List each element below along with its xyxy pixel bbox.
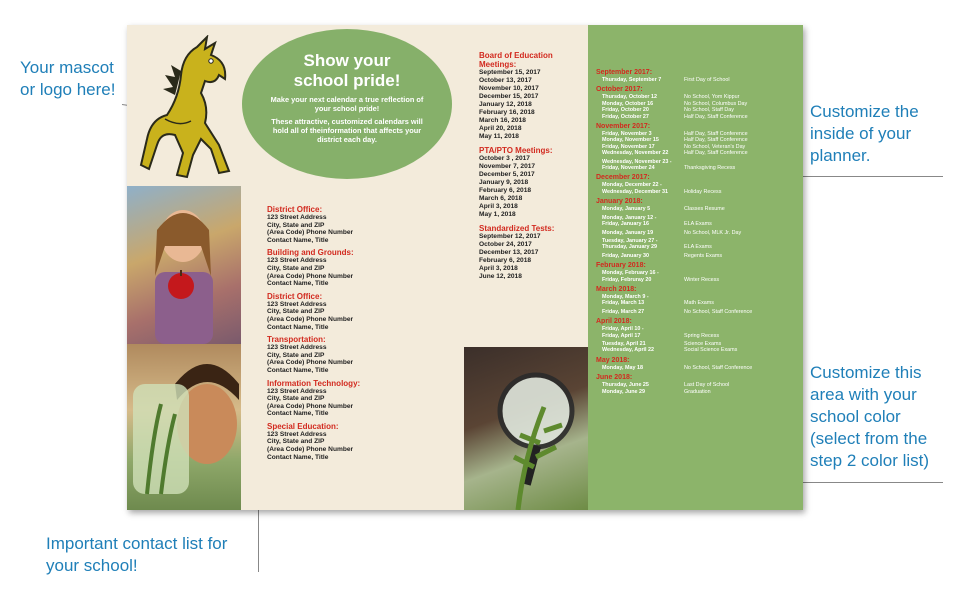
calendar-date: Friday, November 3 Monday, November 15 Friday, November 17 Wednesday, November 22 xyxy=(602,131,669,157)
contact-line: (Area Code) Phone Number xyxy=(267,402,354,410)
calendar-event: Spring Recess xyxy=(684,332,720,339)
calendar-event: No School, Staff Conference xyxy=(684,308,753,315)
meeting-block xyxy=(479,146,589,219)
meeting-date: December 13, 2017 xyxy=(479,249,539,256)
contact-block xyxy=(267,205,467,244)
contact-heading: Information Technology: xyxy=(267,378,361,388)
calendar-event: ELA Exams xyxy=(684,221,712,228)
contact-line: City, State and ZIP xyxy=(267,438,325,446)
calendar-row xyxy=(596,326,801,339)
pride-line-2: These attractive, customized calendars will hold all of theinformation that affects your district each day. xyxy=(271,117,423,144)
meeting-date: April 3, 2018 xyxy=(479,265,518,272)
contact-line: Contact Name, Title xyxy=(267,280,329,288)
meeting-date: June 12, 2018 xyxy=(479,273,522,280)
meeting-date: December 15, 2017 xyxy=(479,93,539,100)
calendar-event: First Day of School xyxy=(684,77,730,83)
meeting-dates xyxy=(479,51,589,286)
contacts-callout: Important contact list for your school! xyxy=(46,534,228,575)
calendar-event: Thanksgiving Recess xyxy=(684,165,736,172)
calendar-month-heading: June 2018: xyxy=(596,374,633,382)
calendar-month xyxy=(596,69,801,83)
calendar-row xyxy=(596,341,801,354)
meeting-date: October 24, 2017 xyxy=(479,241,532,248)
calendar-date: Monday, May 18 xyxy=(602,364,643,371)
calendar-event: Science Exams Social Science Exams xyxy=(684,340,738,354)
calendar-month xyxy=(596,174,801,195)
calendar-event: Winter Recess xyxy=(684,276,720,283)
meeting-date: October 13, 2017 xyxy=(479,77,532,84)
calendar-date: Tuesday, January 27 - Thursday, January 29 xyxy=(602,237,658,251)
color-callout-line xyxy=(781,482,943,483)
school-pride-oval xyxy=(242,29,452,179)
meeting-date: March 6, 2018 xyxy=(479,195,523,202)
contact-line: (Area Code) Phone Number xyxy=(267,446,354,454)
calendar-month xyxy=(596,374,801,395)
calendar-row xyxy=(596,94,801,120)
meeting-date: November 7, 2017 xyxy=(479,163,536,170)
planner-sheet xyxy=(127,25,803,510)
girl-with-apple-photo xyxy=(127,186,241,344)
meeting-heading: Board of Education Meetings: xyxy=(479,51,553,69)
calendar-date: Tuesday, April 21 Wednesday, April 22 xyxy=(602,340,655,354)
contact-line: City, State and ZIP xyxy=(267,221,325,229)
calendar-event: No School, Staff Conference xyxy=(684,364,753,371)
contact-line: (Area Code) Phone Number xyxy=(267,229,354,237)
calendar-date: Friday, March 27 xyxy=(602,308,645,315)
calendar-month xyxy=(596,86,801,120)
contact-line: Contact Name, Title xyxy=(267,366,329,374)
meeting-date: February 16, 2018 xyxy=(479,109,535,116)
child-with-magnifier-photo xyxy=(464,347,588,510)
calendar-row xyxy=(596,382,801,395)
contact-heading: Special Education: xyxy=(267,421,339,431)
calendar-month-heading: December 2017: xyxy=(596,174,650,182)
meeting-date: November 10, 2017 xyxy=(479,85,539,92)
calendar-row xyxy=(596,206,801,212)
meeting-date: September 12, 2017 xyxy=(479,233,541,240)
color-callout: Customize this area with your school color (select from the step 2 color list) xyxy=(810,363,930,470)
calendar-date: Friday, January 30 xyxy=(602,252,649,259)
meeting-date: January 12, 2018 xyxy=(479,101,532,108)
contact-line: Contact Name, Title xyxy=(267,453,329,461)
calendar-date: Monday, December 22 - Wednesday, December 31 xyxy=(602,182,669,195)
calendar-date: Wednesday, November 23 - Friday, November 24 xyxy=(602,158,672,172)
calendar-month-heading: September 2017: xyxy=(596,69,653,76)
meeting-date: April 20, 2018 xyxy=(479,125,522,132)
calendar-event: Classes Resume xyxy=(684,206,725,213)
calendar-month xyxy=(596,357,801,371)
calendar-event: Half Day, Staff Conference Half Day, Staff Conference No School, Veteran's Day Half Day, Staff Conference xyxy=(684,131,748,157)
calendar-month xyxy=(596,318,801,354)
calendar-date: Monday, January 19 xyxy=(602,229,654,236)
calendar-month-heading: October 2017: xyxy=(596,86,643,94)
calendar-event: No School, MLK Jr. Day xyxy=(684,229,742,236)
calendar-date: Monday, March 9 - Friday, March 13 xyxy=(602,293,649,307)
calendar-event: Math Exams xyxy=(684,300,714,307)
contact-line: Contact Name, Title xyxy=(267,236,329,244)
meeting-date: May 11, 2018 xyxy=(479,133,519,140)
pride-body xyxy=(268,95,426,144)
meeting-date: October 3 , 2017 xyxy=(479,155,530,162)
calendar-row xyxy=(596,238,801,251)
calendar-month-heading: January 2018: xyxy=(596,198,643,206)
calendar-event: ELA Exams xyxy=(684,244,712,251)
calendar-date: Thursday, October 12 Monday, October 16 Friday, October 20 Friday, October 27 xyxy=(602,94,658,120)
contact-line: 123 Street Address xyxy=(267,214,327,221)
calendar-date: Monday, January 12 - Friday, January 16 xyxy=(602,214,657,228)
calendar-date: Monday, February 16 - Friday, Februray 20 xyxy=(602,270,659,283)
calendar-row xyxy=(596,159,801,172)
meeting-date: December 5, 2017 xyxy=(479,171,535,178)
contact-line: 123 Street Address xyxy=(267,300,327,308)
contact-block xyxy=(267,335,467,374)
calendar-row xyxy=(596,270,801,283)
contact-block xyxy=(267,379,467,418)
meeting-date: September 15, 2017 xyxy=(479,69,541,76)
contact-heading: District Office: xyxy=(267,291,323,301)
meeting-date: February 6, 2018 xyxy=(479,187,532,194)
calendar-month-heading: May 2018: xyxy=(596,356,630,364)
calendar-row xyxy=(596,365,801,371)
pride-line-1: Make your next calendar a true reflection of your school pride! xyxy=(270,95,424,113)
calendar-event: Holiday Recess xyxy=(684,188,722,195)
contact-block xyxy=(267,422,467,461)
contact-line: (Area Code) Phone Number xyxy=(267,315,354,323)
meeting-heading: Standardized Tests: xyxy=(479,224,555,233)
contact-line: (Area Code) Phone Number xyxy=(267,359,354,367)
contact-block xyxy=(267,292,467,331)
contact-block xyxy=(267,248,467,287)
calendar-event: Regents Exams xyxy=(684,252,723,259)
contact-line: 123 Street Address xyxy=(267,344,327,352)
calendar-row xyxy=(596,215,801,228)
school-calendar xyxy=(596,69,801,398)
contact-heading: Transportation: xyxy=(267,335,326,345)
inside-callout-line xyxy=(781,176,943,177)
calendar-event: No School, Yom Kippur No School, Columbus Day No School, Staff Day Half Day, Staff Conference xyxy=(684,94,748,120)
meeting-date: April 3, 2018 xyxy=(479,203,518,210)
calendar-row xyxy=(596,77,801,83)
calendar-month-heading: February 2018: xyxy=(596,262,646,270)
calendar-month xyxy=(596,286,801,315)
contact-line: 123 Street Address xyxy=(267,430,327,438)
inside-callout: Customize the inside of your planner. xyxy=(810,102,919,165)
contact-line: City, State and ZIP xyxy=(267,351,325,359)
calendar-row xyxy=(596,253,801,259)
meeting-block xyxy=(479,51,589,141)
calendar-month-heading: April 2018: xyxy=(596,318,632,326)
contact-line: City, State and ZIP xyxy=(267,308,325,316)
calendar-month xyxy=(596,262,801,283)
contact-line: City, State and ZIP xyxy=(267,264,325,272)
contact-line: 123 Street Address xyxy=(267,387,327,395)
calendar-month-heading: March 2018: xyxy=(596,285,637,293)
meeting-block xyxy=(479,224,589,281)
meeting-date: March 16, 2018 xyxy=(479,117,526,124)
contact-heading: District Office: xyxy=(267,205,323,214)
contact-line: 123 Street Address xyxy=(267,257,327,265)
meeting-date: January 9, 2018 xyxy=(479,179,529,186)
calendar-date: Thursday, June 25 Monday, June 29 xyxy=(602,382,649,395)
calendar-month xyxy=(596,198,801,259)
calendar-row xyxy=(596,182,801,195)
calendar-row xyxy=(596,230,801,236)
child-with-jar-photo xyxy=(127,344,241,510)
mascot-callout: Your mascot or logo here! xyxy=(20,58,116,99)
calendar-row xyxy=(596,294,801,307)
contact-line: Contact Name, Title xyxy=(267,323,329,331)
contact-line: Contact Name, Title xyxy=(267,410,329,418)
calendar-month-heading: November 2017: xyxy=(596,123,651,131)
calendar-row xyxy=(596,131,801,157)
contact-heading: Building and Grounds: xyxy=(267,248,354,258)
pride-title: Show your school pride! xyxy=(293,51,401,90)
meeting-date: February 6, 2018 xyxy=(479,257,532,264)
meeting-date: May 1, 2018 xyxy=(479,211,516,218)
horse-mascot-icon xyxy=(135,35,245,185)
calendar-date: Thursday, September 7 xyxy=(602,77,662,83)
contact-line: City, State and ZIP xyxy=(267,395,325,403)
calendar-month xyxy=(596,123,801,171)
calendar-event: Last Day of School Graduation xyxy=(684,382,730,395)
contact-line: (Area Code) Phone Number xyxy=(267,272,354,280)
calendar-date: Monday, January 5 xyxy=(602,206,651,213)
meeting-heading: PTA/PTO Meetings: xyxy=(479,146,553,155)
calendar-date: Friday, April 10 - Friday, April 17 xyxy=(602,326,644,339)
calendar-row xyxy=(596,309,801,315)
contact-list xyxy=(267,205,467,465)
